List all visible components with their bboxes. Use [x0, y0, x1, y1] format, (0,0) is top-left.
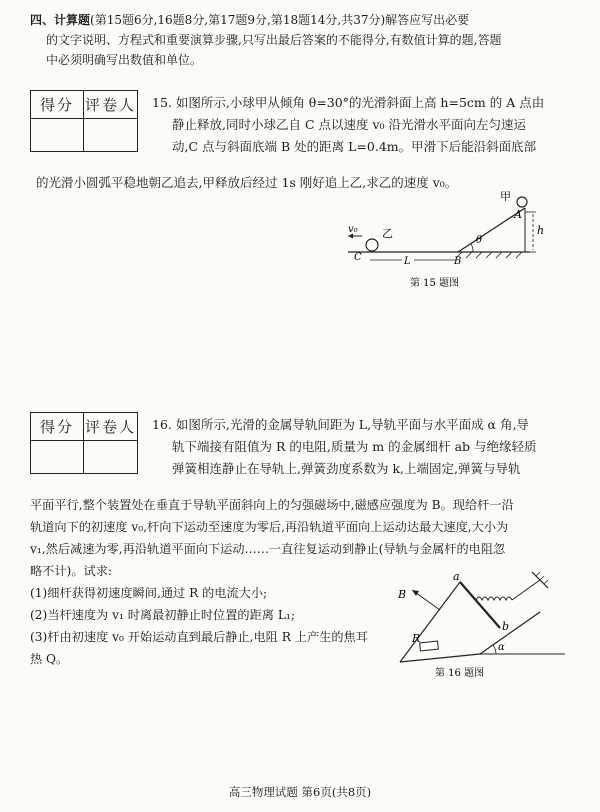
label-B: B — [398, 588, 407, 601]
label-L: L — [404, 256, 411, 267]
score-label: 得分 — [31, 91, 84, 119]
label-b: b — [502, 620, 510, 633]
q16-caption: 第 16 题图 — [435, 668, 485, 679]
q15-text — [152, 92, 544, 158]
q16-line-2: 轨下端接有阻值为 R 的电阻,质量为 m 的金属细杆 ab 与绝缘轻质 — [172, 439, 537, 454]
label-alpha: α — [498, 642, 505, 653]
q16-line-6: v₁,然后减速为零,再沿轨道平面向下运动……一直往复运动到静止(导轨与金属杆的电阻忽 — [30, 542, 506, 556]
score-box-q15 — [30, 90, 138, 152]
label-R: R — [412, 632, 421, 645]
label-yi: 乙 — [382, 227, 393, 240]
q16-line-5: 轨道向下的初速度 v₀,杆向下运动至速度为零后,再沿轨道平面向上运动达最大速度,大小为 — [30, 520, 509, 534]
label-theta: θ — [476, 235, 483, 246]
label-h: h — [537, 224, 545, 237]
label-v0: v₀ — [348, 224, 358, 235]
q15-figure — [340, 190, 550, 290]
ball-jia — [517, 197, 527, 207]
section-title: 四、计算题 — [30, 13, 91, 27]
score-cell — [31, 119, 84, 151]
q16-line-7: 略不计)。试求: — [30, 564, 112, 578]
label-jia: 甲 — [500, 190, 511, 203]
q15-line-4: 的光滑小圆弧平稳地朝乙追去,甲释放后经过 1s 刚好追上乙,求乙的速度 v₀。 — [36, 175, 458, 190]
score-box-q16 — [30, 412, 138, 474]
section-instructions-line-3: 中必须明确写出数值和单位。 — [46, 53, 203, 67]
rod-ab — [460, 582, 500, 628]
q16-line-3: 弹簧相连静止在导轨上,弹簧劲度系数为 k,上端固定,弹簧与导轨 — [172, 461, 521, 476]
q16-line-4: 平面平行,整个装置处在垂直于导轨平面斜向上的匀强磁场中,磁感应强度为 B。现给杆一沿 — [30, 498, 514, 512]
q15-line-3: 动,C 点与斜面底端 B 处的距离 L=0.4m。甲滑下后能沿斜面底部 — [172, 139, 537, 154]
label-C: C — [354, 252, 362, 263]
grader-label: 评卷人 — [84, 91, 137, 119]
q16-subq-1: (1)细杆获得初速度瞬间,通过 R 的电流大小; — [30, 586, 268, 600]
label-a: a — [453, 570, 460, 583]
q16-subq-3-cont: 热 Q。 — [30, 652, 69, 666]
page-footer: 高三物理试题 第6页(共8页) — [228, 785, 372, 799]
q16-subq-2: (2)当杆速度为 v₁ 时离最初静止时位置的距离 L₁; — [30, 608, 295, 622]
section-title-line — [30, 10, 578, 30]
grader-cell — [84, 441, 137, 473]
q16-figure — [390, 568, 585, 680]
q15-line-1: 15. 如图所示,小球甲从倾角 θ=30°的光滑斜面上高 h=5cm 的 A 点由 — [152, 95, 545, 110]
q16-subq-3: (3)杆由初速度 v₀ 开始运动直到最后静止,电阻 R 上产生的焦耳 — [30, 630, 368, 644]
grader-cell — [84, 119, 137, 151]
q16-line-1: 16. 如图所示,光滑的金属导轨间距为 L,导轨平面与水平面成 α 角,导 — [152, 417, 529, 432]
spring — [476, 597, 512, 600]
section-meta: (第15题6分,16题8分,第17题9分,第18题14分,共37分)解答应写出必要 — [90, 13, 470, 27]
ball-yi — [366, 239, 378, 251]
section-header — [30, 10, 578, 70]
score-cell — [31, 441, 84, 473]
ground-hatch — [456, 252, 522, 258]
q15-line-2: 静止释放,同时小球乙自 C 点以速度 v₀ 沿光滑水平面向左匀速运 — [172, 117, 527, 132]
grader-label: 评卷人 — [84, 413, 137, 441]
label-A: A — [514, 208, 522, 221]
q16-text-top — [152, 414, 537, 480]
section-instructions-line-2: 的文字说明、方程式和重要演算步骤,只写出最后答案的不能得分,有数值计算的题,答题 — [46, 33, 502, 47]
resistor-R — [420, 641, 439, 651]
q15-caption: 第 15 题图 — [410, 278, 460, 289]
score-label: 得分 — [31, 413, 84, 441]
label-B: B — [454, 256, 462, 267]
